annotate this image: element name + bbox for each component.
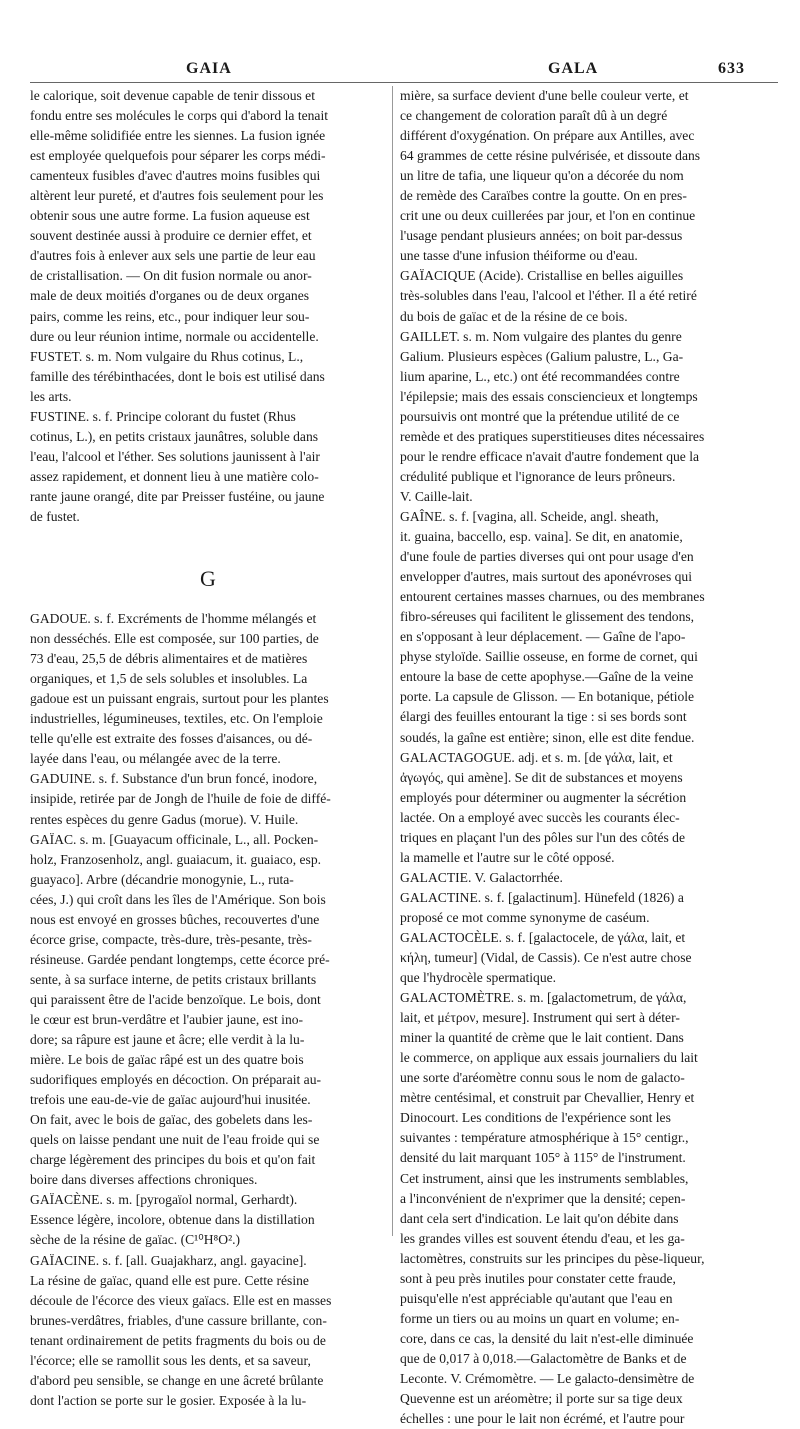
text-line: GALACTAGOGUE. adj. et s. m. [de γάλα, lait, et [400, 749, 673, 765]
text-line: en s'opposant à leur déplacement. — Gaîne de l'apo- [400, 629, 686, 645]
text-line: ce changement de coloration paraît dû à un degré [400, 108, 668, 124]
text-line: lactomètres, construits sur les principes du pèse-liqueur, [400, 1250, 705, 1266]
text-line: mière, sa surface devient d'une belle couleur verte, et [400, 88, 689, 103]
text-line: rentes espèces du genre Gadus (morue). V. Huile. [30, 811, 299, 827]
text-line: organiques, et 1,5 de sels solubles et insolubles. La [30, 671, 308, 687]
text-line: différent d'oxygénation. On prépare aux Antilles, avec [400, 128, 695, 144]
text-line: dore; sa râpure est jaune et âcre; elle verdit à la lu- [30, 1032, 305, 1048]
text-line: souvent destinée aussi à produire ce dernier effet, et [30, 228, 312, 244]
text-line: GALACTINE. s. f. [galactinum]. Hünefeld (1826) a [400, 889, 684, 905]
header-rule [30, 82, 778, 83]
text-line: du bois de gaïac et de la résine de ce bois. [400, 308, 628, 324]
text-line: qui paraissent être de l'acide benzoïque. Le bois, dont [30, 991, 321, 1007]
text-line: remède et des pratiques superstitieuses dites nécessaires [400, 428, 705, 444]
text-line: est employée quelquefois pour séparer les corps médi- [30, 148, 326, 164]
text-line: GAÏACÈNE. s. m. [pyrogaïol normal, Gerhardt). [30, 1192, 298, 1208]
text-line: de remède des Caraïbes contre la goutte. On en pres- [400, 188, 687, 204]
text-line: d'autres fois à enlever aux sels une partie de leur eau [30, 248, 316, 264]
text-line: échelles : une pour le lait non écrémé, et l'autre pour [400, 1411, 685, 1427]
text-line: 73 d'eau, 25,5 de débris alimentaires et de matières [30, 651, 308, 667]
column-divider [392, 86, 393, 1236]
text-line: sudorifiques employés en décoction. On préparait au- [30, 1072, 322, 1088]
text-line: charge légèrement des principes du bois et qu'on fait [30, 1152, 316, 1168]
text-line: que de 0,017 à 0,018.—Galactomètre de Banks et de [400, 1350, 687, 1366]
text-line: κήλη, tumeur] (Vidal, de Cassis). Ce n'est autre chose [400, 950, 692, 966]
text-line: d'une foule de parties diverses qui ont pour usage d'en [400, 549, 694, 565]
text-line: suivantes : température atmosphérique à 15° centigr., [400, 1130, 689, 1146]
left-column-text-b [30, 609, 386, 1411]
text-line: holz, Franzosenholz, angl. guaiacum, it. guaiaco, esp. [30, 851, 322, 867]
text-line: mière. Le bois de gaïac râpé est un des quatre bois [30, 1052, 304, 1068]
text-line: GALACTIE. V. Galactorrhée. [400, 869, 563, 885]
text-line: FUSTINE. s. f. Principe colorant du fustet (Rhus [30, 408, 296, 424]
text-line: l'écorce; elle se ramollit sous les dents, et sa saveur, [30, 1352, 311, 1368]
text-line: lait, et μέτρον, mesure]. Instrument qui sert à déter- [400, 1010, 680, 1026]
text-line: a l'inconvénient de n'exprimer que la densité; cepen- [400, 1190, 686, 1206]
text-line: Quevenne est un aréomètre; il porte sur sa tige deux [400, 1391, 683, 1407]
text-line: 64 grammes de cette résine pulvérisée, et dissoute dans [400, 148, 701, 164]
text-line: pour le rendre efficace n'avait d'autre fondement que la [400, 448, 700, 464]
text-line: physe styloïde. Saillie osseuse, en forme de cornet, qui [400, 649, 698, 665]
text-line: triques en plaçant l'un des pôles sur l'un des côtés de [400, 829, 686, 845]
text-line: gadoue est un puissant engrais, surtout pour les plantes [30, 691, 329, 707]
text-line: poursuivis ont montré que la prétendue utilité de ce [400, 408, 680, 424]
text-line: industrielles, légumineuses, textiles, etc. On l'emploie [30, 711, 323, 727]
text-line: brunes-verdâtres, friables, d'une cassure brillante, con- [30, 1312, 327, 1328]
text-line: entoure la base de cette apophyse.—Gaîne de la veine [400, 669, 694, 685]
text-line: densité du lait marquant 105° à 115° de l'instrument. [400, 1150, 686, 1166]
text-line: boire dans diverses affections chroniques. [30, 1172, 258, 1188]
text-line: proposé ce mot comme synonyme de caséum. [400, 909, 650, 925]
text-line: forme un tiers ou au moins un quart en volume; en- [400, 1310, 680, 1326]
section-letter-g: G [200, 566, 216, 592]
text-line: Leconte. V. Crémomètre. — Le galacto-densimètre de [400, 1371, 695, 1386]
text-line: d'abord peu sensible, se change en une âcreté brûlante [30, 1372, 324, 1388]
text-line: mètre centésimal, et construit par Chevallier, Henry et [400, 1090, 695, 1106]
header-right-guide-word: GALA [548, 60, 599, 77]
text-line: layée dans l'eau, ou mélangée avec de la terre. [30, 751, 281, 767]
text-line: ἀγωγός, qui amène]. Se dit de substances et moyens [400, 769, 683, 785]
text-line: Cet instrument, ainsi que les instruments semblables, [400, 1170, 689, 1186]
text-line: sente, à sa surface interne, de petits cristaux brillants [30, 971, 317, 987]
text-line: tenant ordinairement de petits fragments du bois ou de [30, 1332, 326, 1348]
text-line: la mamelle et l'autre sur le côté opposé. [400, 849, 615, 865]
text-line: dant cela sert d'indication. Le lait qu'on débite dans [400, 1210, 679, 1226]
text-line: sont à peu près inutiles pour constater cette fraude, [400, 1270, 676, 1286]
text-line: it. guaina, baccello, esp. vaina]. Se dit, en anatomie, [400, 529, 683, 545]
text-line: envelopper d'autres, mais surtout des aponévroses qui [400, 569, 693, 585]
text-line: fondu entre ses molécules le corps qui d'abord la tenait [30, 108, 329, 124]
text-line: crédulité publique et l'ignorance de leurs prôneurs. [400, 468, 676, 484]
page-number: 633 [718, 60, 745, 77]
text-line: une tasse d'une infusion théiforme ou d'eau. [400, 248, 638, 264]
text-line: résineuse. Gardée pendant longtemps, cette écorce pré- [30, 951, 330, 967]
text-line: core, dans ce cas, la densité du lait n'est-elle diminuée [400, 1330, 694, 1346]
text-line: altèrent leur pureté, et d'autres fois seulement pour les [30, 188, 324, 204]
text-line: assez rapidement, et donnent lieu à une matière colo- [30, 468, 319, 484]
text-line: On fait, avec le bois de gaïac, des gobelets dans les- [30, 1112, 313, 1128]
text-line: trefois une eau-de-vie de gaïac aujourd'hui inusitée. [30, 1092, 311, 1108]
text-line: cées, J.) qui croît dans les îles de l'Amérique. Son bois [30, 891, 326, 907]
text-line: camenteux fusibles d'avec d'autres moins fusibles qui [30, 168, 321, 184]
text-line: GALACTOMÈTRE. s. m. [galactometrum, de γάλα, [400, 990, 687, 1006]
text-line: le commerce, on applique aux essais journaliers du lait [400, 1050, 698, 1066]
text-line: dure ou leur réunion intime, normale ou accidentelle. [30, 328, 319, 344]
right-column [400, 86, 776, 1429]
text-line: élargi des feuilles entourant la tige : si ses bords sont [400, 709, 687, 725]
right-column-text [400, 86, 776, 1429]
text-line: Essence légère, incolore, obtenue dans la distillation [30, 1212, 315, 1228]
text-line: porte. La capsule de Glisson. — En botanique, pétiole [400, 689, 695, 705]
text-line: le calorique, soit devenue capable de tenir dissous et [30, 88, 315, 103]
text-line: dont l'action se porte sur le gosier. Exposée à la lu- [30, 1392, 307, 1408]
text-line: GAÏACINE. s. f. [all. Guajakharz, angl. gayacine]. [30, 1252, 307, 1268]
text-line: un litre de tafia, une liqueur qu'on a décorée du nom [400, 168, 684, 184]
text-line: La résine de gaïac, quand elle est pure. Cette résine [30, 1272, 309, 1288]
header-left-guide-word: GAIA [186, 60, 232, 77]
text-line: Dinocourt. Les conditions de l'expérience sont les [400, 1110, 671, 1126]
text-line: obtenir sous une autre forme. La fusion aqueuse est [30, 208, 310, 224]
text-line: crit une ou deux cuillerées par jour, et l'on en continue [400, 208, 696, 224]
text-line: male de deux moitiés d'organes ou de deux organes [30, 288, 310, 304]
text-line: de fustet. [30, 508, 80, 524]
text-line: les grandes villes est souvent étendu d'eau, et les ga- [400, 1230, 685, 1246]
text-line: employés pour déterminer ou augmenter la sécrétion [400, 789, 687, 805]
text-line: l'épilepsie; mais des essais consciencieux et longtemps [400, 388, 698, 404]
text-line: soudés, la gaîne est entière; sinon, elle est dite fendue. [400, 729, 695, 745]
text-line: l'usage pendant plusieurs années; on boit par-dessus [400, 228, 683, 244]
text-line: non desséchés. Elle est composée, sur 100 parties, de [30, 631, 319, 647]
text-line: Galium. Plusieurs espèces (Galium palustre, L., Ga- [400, 348, 684, 364]
text-line: pairs, comme les reins, etc., pour indiquer leur sou- [30, 308, 310, 324]
text-line: guayaco]. Arbre (décandrie monogynie, L., ruta- [30, 871, 294, 887]
text-line: sèche de la résine de gaïac. (C¹⁰H⁸O².) [30, 1232, 241, 1248]
text-line: telle qu'elle est extraite des fosses d'aisances, ou dé- [30, 731, 313, 747]
text-line: très-solubles dans l'eau, l'alcool et l'éther. Il a été retiré [400, 288, 697, 304]
text-line: GADUINE. s. f. Substance d'un brun foncé, inodore, [30, 771, 318, 787]
text-line: découle de l'écorce des vieux gaïacs. Elle est en masses [30, 1292, 332, 1308]
text-line: l'eau, l'alcool et l'éther. Ses solutions jaunissent à l'air [30, 448, 320, 464]
text-line: miner la quantité de crème que le lait contient. Dans [400, 1030, 684, 1046]
text-line: fibro-séreuses qui facilitent le glissement des tendons, [400, 609, 695, 625]
text-line: GAÎNE. s. f. [vagina, all. Scheide, angl. sheath, [400, 508, 659, 524]
text-line: que l'hydrocèle spermatique. [400, 970, 557, 986]
text-line: les arts. [30, 388, 72, 404]
text-line: elle-même solidifiée entre les siennes. La fusion ignée [30, 128, 326, 144]
text-line: insipide, retirée par de Jongh de l'huile de foie de diffé- [30, 791, 331, 807]
left-column [30, 86, 386, 1411]
text-line: de cristallisation. — On dit fusion normale ou anor- [30, 268, 312, 284]
left-column-text-a [30, 86, 386, 527]
text-line: le cœur est brun-verdâtre et l'aubier jaune, est ino- [30, 1011, 304, 1027]
text-line: FUSTET. s. m. Nom vulgaire du Rhus cotinus, L., [30, 348, 304, 364]
text-line: GADOUE. s. f. Excréments de l'homme mélangés et [30, 611, 317, 627]
text-line: GAÏAC. s. m. [Guayacum officinale, L., all. Pocken- [30, 831, 319, 847]
text-line: nous est envoyé en grosses bûches, recouvertes d'une [30, 911, 320, 927]
text-line: écorce grise, compacte, très-dure, très-pesante, très- [30, 931, 312, 947]
text-line: entourent certaines masses charnues, ou des membranes [400, 589, 705, 605]
text-line: cotinus, L.), en petits cristaux jaunâtres, soluble dans [30, 428, 319, 444]
text-line: famille des térébinthacées, dont le bois est utilisé dans [30, 368, 325, 384]
text-line: GAÏACIQUE (Acide). Cristallise en belles aiguilles [400, 268, 684, 284]
text-line: GALACTOCÈLE. s. f. [galactocele, de γάλα, lait, et [400, 929, 686, 945]
text-line: V. Caille-lait. [400, 488, 473, 504]
text-line: rante jaune orangé, dite par Preisser fustéine, ou jaune [30, 488, 325, 504]
text-line: GAILLET. s. m. Nom vulgaire des plantes du genre [400, 328, 682, 344]
text-line: lactée. On a employé avec succès les courants élec- [400, 809, 680, 825]
text-line: quels on laisse pendant une nuit de l'eau froide qui se [30, 1132, 320, 1148]
text-line: lium aparine, L., etc.) ont été recommandées contre [400, 368, 680, 384]
text-line: une sorte d'aréomètre connu sous le nom de galacto- [400, 1070, 685, 1086]
text-line: puisqu'elle n'est appréciable qu'autant que l'eau en [400, 1290, 673, 1306]
